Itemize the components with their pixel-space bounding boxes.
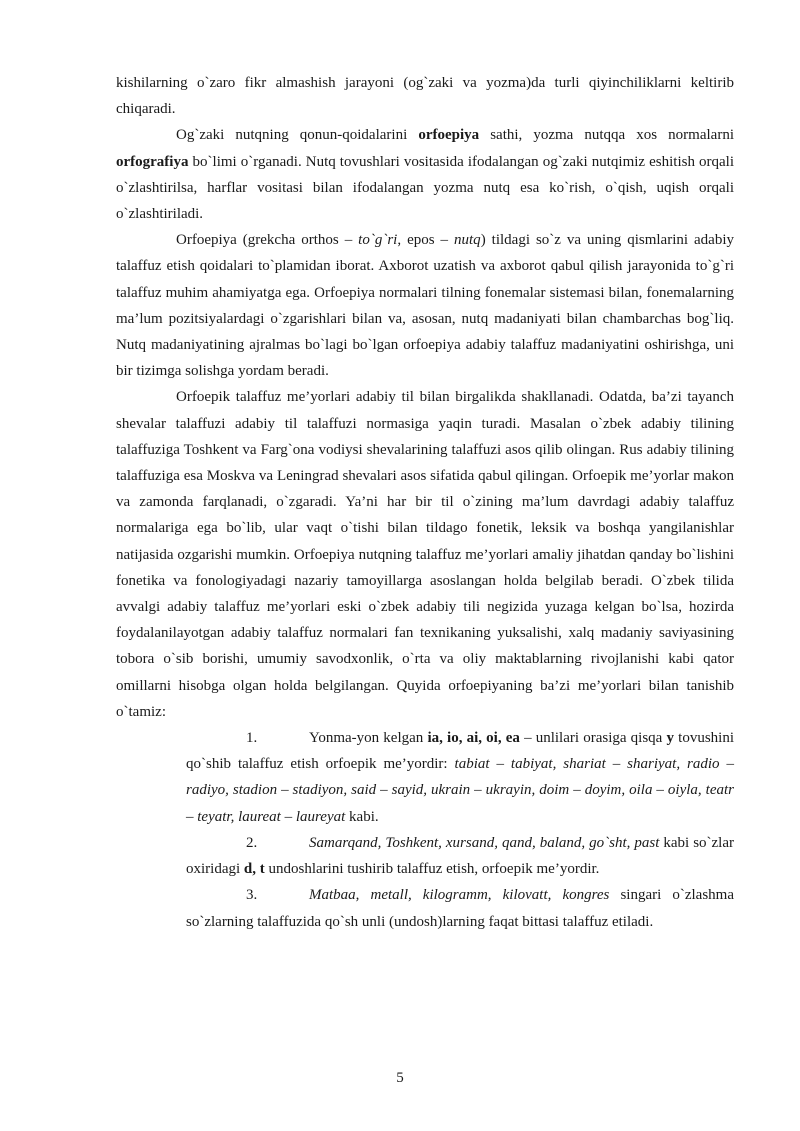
page-number: 5 (396, 1070, 404, 1086)
paragraph-orfoepiya-definition: Orfoepiya (grekcha orthos – to`g`ri, epos – nutq) tildagi so`z va uning qismlarini adabiy talaffuz etish qoidalari to`plamidan iborat. Axborot uzatish va axborot qabul qilish jarayonida to`g`ri talaffuz muhim ahamiyatga ega. Orfoepiya normalari tilning fonemalar sistemasi bilan, fonemalarning ma’lum pozitsiyalardagi o`zgarishlari bilan va, asosan, nutq madaniyati bilan chambarchas bog`liq. Nutq madaniyatining ajralmas bo`lagi bo`lgan orfoepiya adabiy talaffuz madaniyatini oshirishga, uni bir tizimga solishga yordam beradi. (116, 232, 734, 380)
paragraph-orfoepik-norms: Orfoepik talaffuz me’yorlari adabiy til bilan birgalikda shakllanadi. Odatda, ba’zi tayanch shevalar talaffuzi adabiy til talaffuzi normasiga yaqin turadi. Masalan o`zbek adabiy tilining talaffuziga Toshkent va Farg`ona vodiysi shevalarining talaffuzi asos qilib olingan. Rus adabiy tilining talaffuziga esa Moskva va Leningrad shevalari asos sifatida qabul qilingan. Orfoepik me’yorlar makon va zamonda farqlanadi, o`zgaradi. Ya’ni har bir til o`zining ma’lum davrdagi adabiy talaffuz normalariga ega bo`lib, ular vaqt o`tishi bilan tildago fonetik, leksik va boshqa yangilanishlar natijasida ozgarishi mumkin. Orfoepiya nutqning talaffuz me’yorlari amaliy jihatdan qanday bo`lishini fonetika va fonologiyadagi nazariy tamoyillarga asoslangan holda belgilab beradi. O`zbek tilida avvalgi adabiy talaffuz me’yorlari eski o`zbek adabiy tili negizida yuzaga kelgan bo`lsa, hozirda foydalanilayotgan adabiy talaffuz normalari fan texnikaning yuksalishi, xalq madaniy saviyasining tobora o`sib borishi, umumiy savodxonlik, o`rta va oliy maktablarning rivojlanishi kabi qator omillarni hisobga olgan holda belgilangan. Quyida orfoepiyaning ba’zi me’yorlari bilan tanishib o`tamiz: (116, 389, 734, 720)
list-item: 2. Samarqand, Toshkent, xursand, qand, baland, go`sht, past kabi so`zlar oxiridagi d, t undoshlarini tushirib talaffuz etish, orfoepik me’yordir. (186, 830, 734, 882)
term-orfografiya: orfografiya (116, 153, 189, 170)
list-item-number: 1. (246, 730, 258, 747)
paragraph-intro-continuation: kishilarning o`zaro fikr almashish jarayoni (og`zaki va yozma)da turli qiyinchiliklarni keltirib chiqaradi. (116, 75, 734, 118)
list-item-number: 3. (246, 887, 258, 904)
list-item: 3. Matbaa, metall, kilogramm, kilovatt, kongres singari o`zlashma so`zlarning talaffuzida qo`sh unli (undosh)larning faqat bittasi talaffuz etiladi. (186, 882, 734, 934)
norms-list (186, 725, 734, 935)
paragraph-orthography: Og`zaki nutqning qonun-qoidalarini orfoepiya sathi, yozma nutqqa xos normalarni orfografiya bo`limi o`rganadi. Nutq tovushlari vositasida ifodalangan og`zaki nutqimiz eshitish orqali o`zlashtirilsa, harflar vositasi bilan ifodalangan yozma nutq esa ko`rish, o`qish, uqish orqali o`zlashtiriladi. (116, 127, 734, 223)
term-orfoepiya: orfoepiya (418, 127, 480, 144)
list-item-number: 2. (246, 834, 258, 851)
list-item: 1. Yonma-yon kelgan ia, io, ai, oi, ea – unlilari orasiga qisqa y tovushini qo`shib talaffuz etish orfoepik me’yordir: tabiat – tabiyat, shariat – shariyat, radio – radiyo, stadion – stadiyon, said – sayid, ukrain – ukrayin, doim – doyim, oila – oiyla, teatr – teyatr, laureat – laureyat kabi. (186, 725, 734, 830)
